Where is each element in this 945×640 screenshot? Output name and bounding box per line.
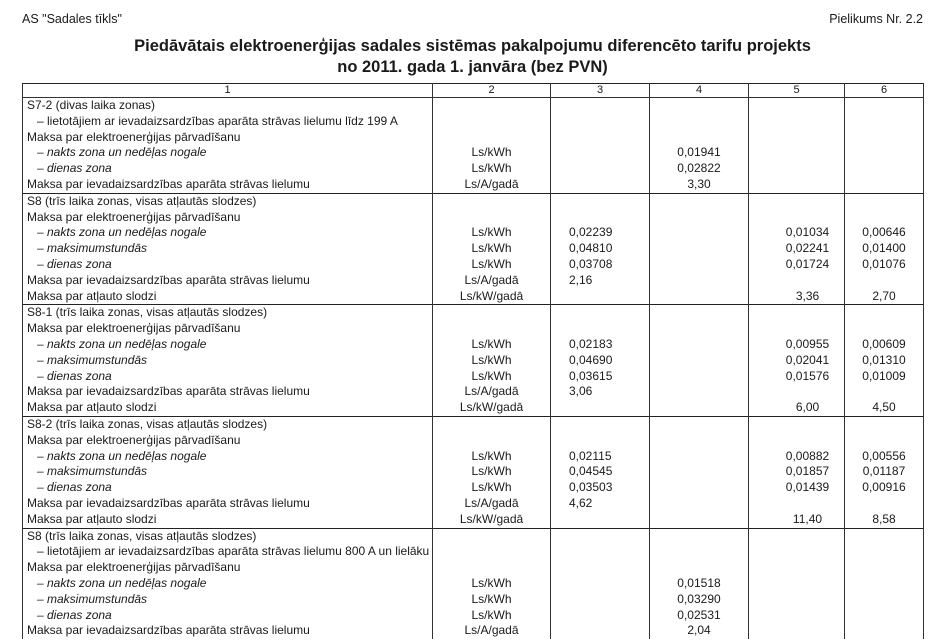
value-col-6 [845, 305, 924, 321]
row-unit [433, 544, 551, 560]
row-label: Maksa par elektroenerģijas pārvadīšanu [23, 321, 433, 337]
row-unit: Ls/kWh [433, 369, 551, 385]
row-label: Maksa par ievadaizsardzības aparāta strāvas lielumu [23, 177, 433, 193]
row-unit [433, 321, 551, 337]
value-col-4 [650, 257, 749, 273]
row-unit [433, 210, 551, 226]
value-col-5: 6,00 [749, 400, 845, 416]
value-col-4 [650, 353, 749, 369]
value-col-3 [551, 289, 650, 305]
row-label: – maksimumstundās [23, 241, 433, 257]
value-col-5 [749, 177, 845, 193]
value-col-4 [650, 528, 749, 544]
table-row [23, 480, 924, 496]
document-subtitle: no 2011. gada 1. janvāra (bez PVN) [337, 58, 608, 76]
value-col-3 [551, 400, 650, 416]
table-section-row [23, 193, 924, 209]
table-row [23, 449, 924, 465]
row-unit [433, 560, 551, 576]
table-section-row [23, 98, 924, 114]
row-unit: Ls/kWh [433, 145, 551, 161]
table-row [23, 114, 924, 130]
value-col-5 [749, 305, 845, 321]
table-row [23, 273, 924, 289]
row-label: Maksa par elektroenerģijas pārvadīšanu [23, 130, 433, 146]
value-col-3 [551, 592, 650, 608]
column-header: 4 [650, 84, 749, 98]
value-col-6: 8,58 [845, 512, 924, 528]
value-col-3: 0,02115 [551, 449, 650, 465]
value-col-5: 0,01439 [749, 480, 845, 496]
value-col-4: 3,30 [650, 177, 749, 193]
table-row [23, 289, 924, 305]
table-row [23, 337, 924, 353]
row-label: – nakts zona un nedēļas nogale [23, 337, 433, 353]
table-row [23, 225, 924, 241]
column-header-row [23, 84, 924, 98]
value-col-6: 0,01009 [845, 369, 924, 385]
value-col-5 [749, 608, 845, 624]
row-unit: Ls/A/gadā [433, 273, 551, 289]
row-label: – nakts zona un nedēļas nogale [23, 145, 433, 161]
document-title: Piedāvātais elektroenerģijas sadales sistēmas pakalpojumu diferencēto tarifu projekts [134, 37, 811, 55]
row-unit: Ls/kWh [433, 257, 551, 273]
table-row [23, 257, 924, 273]
value-col-6 [845, 608, 924, 624]
value-col-4 [650, 400, 749, 416]
value-col-5: 0,00882 [749, 449, 845, 465]
value-col-5: 0,02041 [749, 353, 845, 369]
value-col-5 [749, 416, 845, 432]
value-col-5: 0,02241 [749, 241, 845, 257]
value-col-3 [551, 145, 650, 161]
row-label: – dienas zona [23, 257, 433, 273]
value-col-4 [650, 321, 749, 337]
value-col-6 [845, 98, 924, 114]
tariff-table [22, 83, 924, 639]
value-col-5 [749, 592, 845, 608]
value-col-6: 0,01187 [845, 464, 924, 480]
value-col-4 [650, 560, 749, 576]
row-label: – dienas zona [23, 608, 433, 624]
value-col-4: 0,03290 [650, 592, 749, 608]
value-col-6 [845, 321, 924, 337]
row-label: Maksa par ievadaizsardzības aparāta strāvas lielumu [23, 496, 433, 512]
row-unit: Ls/kWh [433, 480, 551, 496]
value-col-5 [749, 98, 845, 114]
value-col-3 [551, 98, 650, 114]
value-col-4 [650, 210, 749, 226]
value-col-4 [650, 337, 749, 353]
value-col-6 [845, 193, 924, 209]
value-col-6: 0,01076 [845, 257, 924, 273]
value-col-6: 0,01400 [845, 241, 924, 257]
row-label: Maksa par atļauto slodzi [23, 289, 433, 305]
row-unit: Ls/kWh [433, 225, 551, 241]
row-label: Maksa par atļauto slodzi [23, 400, 433, 416]
row-label: Maksa par elektroenerģijas pārvadīšanu [23, 560, 433, 576]
row-label: S8 (trīs laika zonas, visas atļautās slodzes) [23, 193, 433, 209]
row-unit [433, 416, 551, 432]
value-col-3 [551, 576, 650, 592]
value-col-3 [551, 305, 650, 321]
row-unit [433, 305, 551, 321]
row-unit [433, 98, 551, 114]
value-col-6 [845, 528, 924, 544]
value-col-6 [845, 592, 924, 608]
value-col-4 [650, 544, 749, 560]
value-col-3 [551, 623, 650, 639]
value-col-5: 0,01724 [749, 257, 845, 273]
table-row [23, 464, 924, 480]
value-col-4 [650, 416, 749, 432]
value-col-4 [650, 98, 749, 114]
table-row [23, 608, 924, 624]
row-unit: Ls/kWh [433, 353, 551, 369]
row-label: – maksimumstundās [23, 592, 433, 608]
value-col-4 [650, 496, 749, 512]
row-unit: Ls/A/gadā [433, 496, 551, 512]
row-label: – lietotājiem ar ievadaizsardzības aparāta strāvas lielumu 800 A un lielāku [23, 544, 433, 560]
value-col-3 [551, 177, 650, 193]
value-col-5 [749, 560, 845, 576]
table-row [23, 496, 924, 512]
value-col-3: 0,03708 [551, 257, 650, 273]
column-header: 2 [433, 84, 551, 98]
value-col-5 [749, 130, 845, 146]
value-col-4 [650, 480, 749, 496]
value-col-3 [551, 130, 650, 146]
value-col-6 [845, 114, 924, 130]
value-col-6: 0,00556 [845, 449, 924, 465]
row-unit: Ls/kWh [433, 161, 551, 177]
value-col-3 [551, 193, 650, 209]
value-col-5 [749, 193, 845, 209]
value-col-5 [749, 528, 845, 544]
value-col-5: 3,36 [749, 289, 845, 305]
table-body [23, 98, 924, 640]
row-label: Maksa par ievadaizsardzības aparāta strāvas lielumu [23, 273, 433, 289]
value-col-6 [845, 210, 924, 226]
table-row [23, 210, 924, 226]
table-row [23, 560, 924, 576]
value-col-4 [650, 449, 749, 465]
row-unit: Ls/kWh [433, 337, 551, 353]
value-col-5: 0,01857 [749, 464, 845, 480]
value-col-4: 0,02531 [650, 608, 749, 624]
value-col-6 [845, 416, 924, 432]
row-label: Maksa par ievadaizsardzības aparāta strāvas lielumu [23, 384, 433, 400]
row-label: Maksa par ievadaizsardzības aparāta strāvas lielumu [23, 623, 433, 639]
row-unit: Ls/kW/gadā [433, 400, 551, 416]
table-row [23, 130, 924, 146]
appendix-label: Pielikums Nr. 2.2 [829, 12, 923, 26]
table-row [23, 384, 924, 400]
value-col-6 [845, 433, 924, 449]
value-col-3: 0,02239 [551, 225, 650, 241]
table-row [23, 592, 924, 608]
row-label: Maksa par elektroenerģijas pārvadīšanu [23, 433, 433, 449]
value-col-3: 0,04545 [551, 464, 650, 480]
row-label: S8-2 (trīs laika zonas, visas atļautās slodzes) [23, 416, 433, 432]
value-col-5 [749, 576, 845, 592]
value-col-3: 0,02183 [551, 337, 650, 353]
column-header: 6 [845, 84, 924, 98]
table-row [23, 512, 924, 528]
value-col-4: 0,02822 [650, 161, 749, 177]
value-col-4: 2,04 [650, 623, 749, 639]
value-col-5 [749, 384, 845, 400]
row-unit [433, 114, 551, 130]
value-col-3 [551, 512, 650, 528]
value-col-4 [650, 384, 749, 400]
row-unit [433, 130, 551, 146]
value-col-3: 4,62 [551, 496, 650, 512]
row-unit: Ls/A/gadā [433, 384, 551, 400]
value-col-3: 0,04690 [551, 353, 650, 369]
value-col-3 [551, 416, 650, 432]
value-col-6 [845, 384, 924, 400]
table-row [23, 433, 924, 449]
value-col-6 [845, 496, 924, 512]
table-row [23, 400, 924, 416]
value-col-6: 0,00609 [845, 337, 924, 353]
value-col-5 [749, 114, 845, 130]
value-col-5 [749, 544, 845, 560]
row-unit: Ls/kWh [433, 576, 551, 592]
row-unit: Ls/kWh [433, 608, 551, 624]
value-col-3: 0,03615 [551, 369, 650, 385]
table-row [23, 623, 924, 639]
value-col-5 [749, 145, 845, 161]
value-col-3 [551, 608, 650, 624]
value-col-4: 0,01941 [650, 145, 749, 161]
value-col-6 [845, 544, 924, 560]
value-col-6 [845, 560, 924, 576]
value-col-5 [749, 433, 845, 449]
value-col-3 [551, 321, 650, 337]
value-col-6 [845, 130, 924, 146]
value-col-3 [551, 161, 650, 177]
table-section-row [23, 305, 924, 321]
row-label: Maksa par elektroenerģijas pārvadīšanu [23, 210, 433, 226]
value-col-6: 2,70 [845, 289, 924, 305]
value-col-6: 0,00916 [845, 480, 924, 496]
value-col-5 [749, 496, 845, 512]
table-row [23, 369, 924, 385]
value-col-6 [845, 177, 924, 193]
table-row [23, 321, 924, 337]
table-row [23, 241, 924, 257]
value-col-5 [749, 273, 845, 289]
value-col-5 [749, 321, 845, 337]
row-unit: Ls/kWh [433, 449, 551, 465]
value-col-3 [551, 114, 650, 130]
row-label: – nakts zona un nedēļas nogale [23, 225, 433, 241]
value-col-6 [845, 145, 924, 161]
column-header: 3 [551, 84, 650, 98]
value-col-4 [650, 225, 749, 241]
table-section-row [23, 416, 924, 432]
row-unit: Ls/kW/gadā [433, 289, 551, 305]
value-col-6 [845, 623, 924, 639]
table-row [23, 544, 924, 560]
table-row [23, 145, 924, 161]
value-col-3: 3,06 [551, 384, 650, 400]
value-col-5 [749, 623, 845, 639]
row-label: S8-1 (trīs laika zonas, visas atļautās slodzes) [23, 305, 433, 321]
row-unit: Ls/A/gadā [433, 177, 551, 193]
row-unit: Ls/kWh [433, 592, 551, 608]
value-col-6 [845, 576, 924, 592]
value-col-5: 0,01576 [749, 369, 845, 385]
value-col-6 [845, 273, 924, 289]
value-col-4 [650, 369, 749, 385]
value-col-4 [650, 273, 749, 289]
value-col-3: 2,16 [551, 273, 650, 289]
company-name: AS "Sadales tīkls" [22, 12, 122, 26]
value-col-4 [650, 193, 749, 209]
row-label: – dienas zona [23, 161, 433, 177]
row-unit: Ls/kW/gadā [433, 512, 551, 528]
row-label: S8 (trīs laika zonas, visas atļautās slodzes) [23, 528, 433, 544]
row-label: – lietotājiem ar ievadaizsardzības aparāta strāvas lielumu līdz 199 A [23, 114, 433, 130]
table-row [23, 161, 924, 177]
row-unit [433, 433, 551, 449]
value-col-5: 0,01034 [749, 225, 845, 241]
value-col-6: 0,01310 [845, 353, 924, 369]
value-col-4 [650, 305, 749, 321]
value-col-4 [650, 241, 749, 257]
table-section-row [23, 528, 924, 544]
column-header: 5 [749, 84, 845, 98]
row-unit: Ls/kWh [433, 464, 551, 480]
value-col-3 [551, 210, 650, 226]
value-col-3 [551, 544, 650, 560]
value-col-5 [749, 161, 845, 177]
row-label: Maksa par atļauto slodzi [23, 512, 433, 528]
value-col-3 [551, 433, 650, 449]
row-label: – nakts zona un nedēļas nogale [23, 449, 433, 465]
row-label: S7-2 (divas laika zonas) [23, 98, 433, 114]
value-col-4 [650, 464, 749, 480]
column-header: 1 [23, 84, 433, 98]
row-unit [433, 193, 551, 209]
row-label: – dienas zona [23, 369, 433, 385]
value-col-6: 0,00646 [845, 225, 924, 241]
value-col-4: 0,01518 [650, 576, 749, 592]
table-row [23, 576, 924, 592]
table-row [23, 177, 924, 193]
row-label: – maksimumstundās [23, 464, 433, 480]
value-col-4 [650, 114, 749, 130]
row-unit: Ls/kWh [433, 241, 551, 257]
value-col-4 [650, 512, 749, 528]
value-col-3 [551, 560, 650, 576]
value-col-6: 4,50 [845, 400, 924, 416]
value-col-5: 0,00955 [749, 337, 845, 353]
value-col-5 [749, 210, 845, 226]
row-label: – dienas zona [23, 480, 433, 496]
value-col-5: 11,40 [749, 512, 845, 528]
value-col-6 [845, 161, 924, 177]
table-row [23, 353, 924, 369]
value-col-3: 0,03503 [551, 480, 650, 496]
value-col-4 [650, 130, 749, 146]
value-col-4 [650, 433, 749, 449]
value-col-3 [551, 528, 650, 544]
row-unit: Ls/A/gadā [433, 623, 551, 639]
row-label: – nakts zona un nedēļas nogale [23, 576, 433, 592]
value-col-4 [650, 289, 749, 305]
row-label: – maksimumstundās [23, 353, 433, 369]
value-col-3: 0,04810 [551, 241, 650, 257]
row-unit [433, 528, 551, 544]
